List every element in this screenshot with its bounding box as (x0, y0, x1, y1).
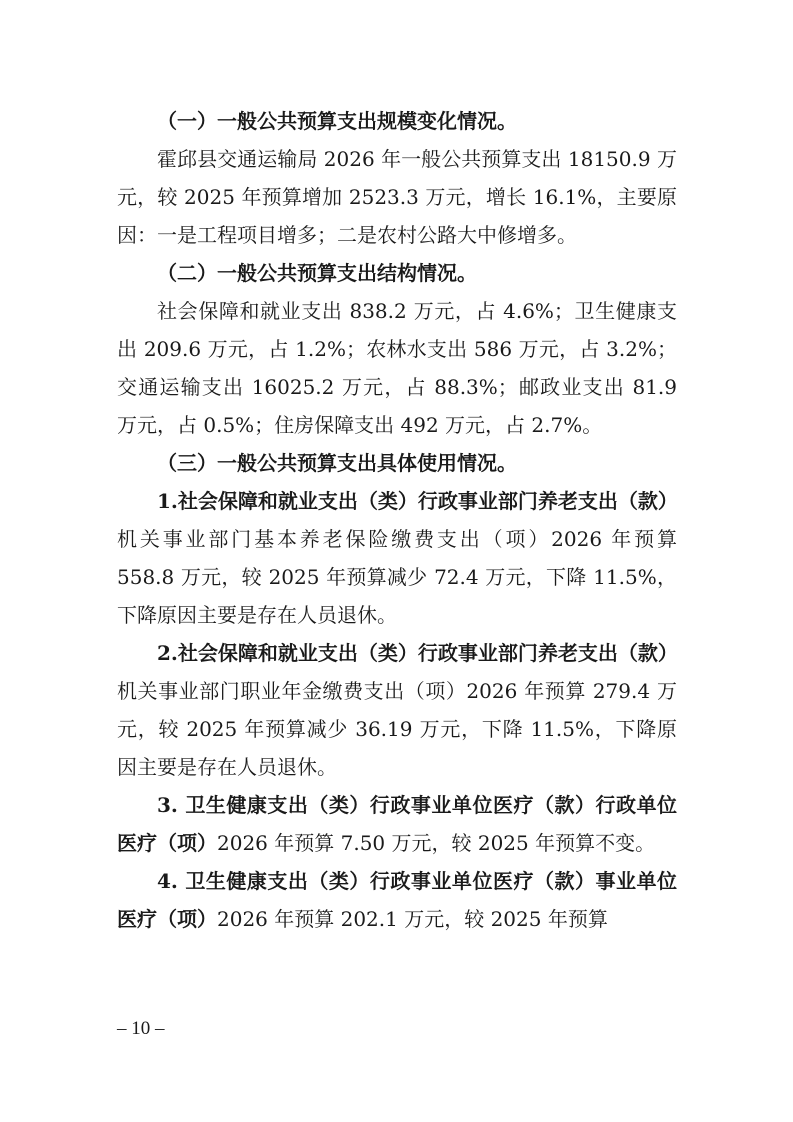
paragraph-2: 社会保障和就业支出 838.2 万元，占 4.6%；卫生健康支出 209.6 万元，占 1.2%；农林水支出 586 万元，占 3.2%；交通运输支出 16025.2 万元，占 88.3%；邮政业支出 81.9 万元，占 0.5%；住房保障支出 492 万元，占 2.7%。 (117, 299, 677, 437)
list-item-4-text: 2026 年预算 202.1 万元，较 2025 年预算 (217, 907, 608, 931)
list-item-1 (117, 482, 677, 634)
list-item-3-text: 2026 年预算 7.50 万元，较 2025 年预算不变。 (217, 831, 656, 855)
document-body (117, 102, 677, 938)
list-item-2 (117, 634, 677, 786)
list-item-4 (117, 862, 677, 938)
section-heading-3: （三）一般公共预算支出具体使用情况。 (157, 451, 517, 475)
list-item-1-lead: 1.社会保障和就业支出（类）行政事业部门养老支出（款） (157, 489, 678, 513)
list-item-3 (117, 786, 677, 862)
section-heading-2: （二）一般公共预算支出结构情况。 (157, 261, 477, 285)
list-item-4-lead: 4. 卫生健康支出（类）行政事业单位医疗（款）事业单位医疗（项） (117, 869, 677, 931)
paragraph-1: 霍邱县交通运输局 2026 年一般公共预算支出 18150.9 万元，较 2025 年预算增加 2523.3 万元，增长 16.1%，主要原因：一是工程项目增多；二是农村公路大中修增多。 (117, 147, 677, 247)
list-item-2-text: 机关事业部门职业年金缴费支出（项）2026 年预算 279.4 万元，较 2025 年预算减少 36.19 万元，下降 11.5%，下降原因主要是存在人员退休。 (117, 679, 677, 779)
page-number: – 10 – (117, 1018, 165, 1039)
list-item-3-lead: 3. 卫生健康支出（类）行政事业单位医疗（款）行政单位医疗（项） (117, 793, 677, 855)
list-item-1-text: 机关事业部门基本养老保险缴费支出（项）2026 年预算 558.8 万元，较 2025 年预算减少 72.4 万元，下降 11.5%，下降原因主要是存在人员退休。 (117, 527, 677, 627)
section-heading-1: （一）一般公共预算支出规模变化情况。 (157, 109, 517, 133)
list-item-2-lead: 2.社会保障和就业支出（类）行政事业部门养老支出（款） (157, 641, 678, 665)
